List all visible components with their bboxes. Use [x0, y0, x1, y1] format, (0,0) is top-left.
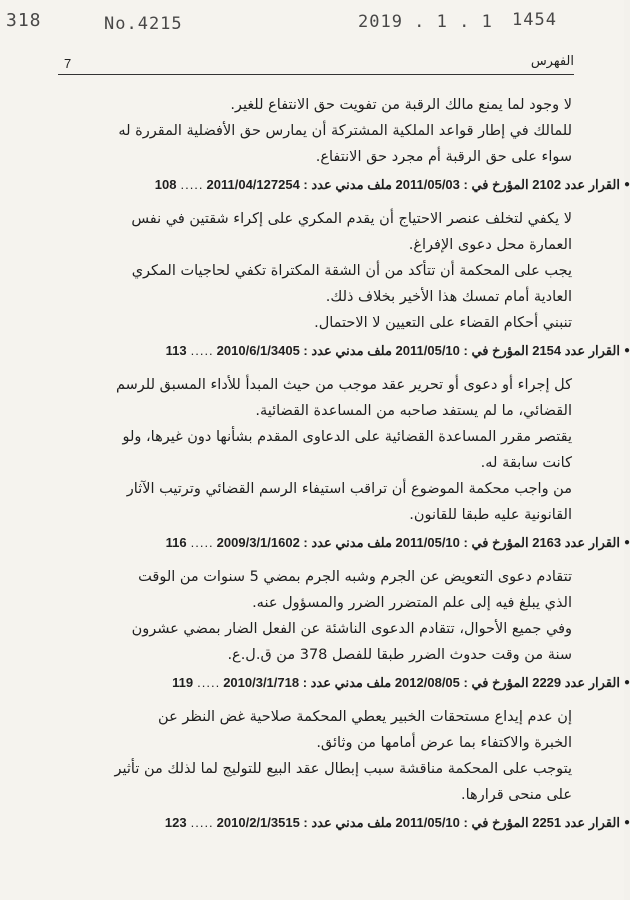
handwritten-reference-number: No.4215: [104, 14, 183, 34]
summary-line: إن عدم إيداع مستحقات الخبير يعطي المحكمة صلاحية غض النظر عن: [158, 709, 572, 725]
decision-text: القرار عدد 2102 المؤرخ في : 2011/05/03 ملف مدني عدد : 2011/04/127254: [206, 177, 620, 192]
summary-line: تتقادم دعوى التعويض عن الجرم وشبه الجرم بمضي 5 سنوات من الوقت: [138, 569, 572, 585]
summary-line: سنة من وقت حدوث الضرر طبقا للفصل 378 من ق.ل.ع.: [227, 647, 572, 663]
summary-line: للمالك في إطار قواعد الملكية المشتركة أن يمارس حق الأفضلية المقررة له: [118, 123, 572, 139]
bullet-icon: ●: [623, 817, 630, 828]
entry-page-number: 119: [172, 675, 194, 690]
index-entry: [92, 704, 630, 834]
leader-dots: .....: [190, 535, 214, 550]
summary-line: يتوجب على المحكمة مناقشة سبب إبطال عقد البيع للتوليج لما لذلك من تأثير: [114, 761, 572, 777]
handwritten-hijri-year: 1454: [512, 10, 557, 30]
bullet-icon: ●: [623, 677, 630, 688]
decision-reference: [92, 672, 630, 694]
summary-line: لا وجود لما يمنع مالك الرقبة من تفويت حق الانتفاع للغير.: [230, 97, 572, 113]
leader-dots: .....: [180, 177, 204, 192]
index-entry: [92, 564, 630, 694]
bullet-icon: ●: [623, 345, 630, 356]
page-title: الفهرس: [530, 54, 574, 69]
index-entry: [92, 92, 630, 196]
handwritten-date: 2019 . 1 . 1: [358, 12, 493, 32]
index-entry: [92, 206, 630, 362]
summary-line: الذي يبلغ فيه إلى علم المتضرر الضرر والمسؤول عنه.: [252, 595, 572, 611]
index-entry: [92, 372, 630, 554]
summary-line: لا يكفي لتخلف عنصر الاحتياج أن يقدم المكري على إكراء شقتين في نفس: [131, 211, 572, 227]
summary-line: يقتصر مقرر المساعدة القضائية على الدعاوى المقدم بشأنها دون غيرها، ولو: [122, 429, 572, 445]
summary-line: سواء على حق الرقبة أم مجرد حق الانتفاع.: [315, 149, 572, 165]
summary-line: وفي جميع الأحوال، تتقادم الدعوى الناشئة عن الفعل الضار بمضي عشرون: [131, 621, 572, 637]
summary-line: كل إجراء أو دعوى أو تحرير عقد موجب من حيث المبدأ للأداء المسبق للرسم: [116, 377, 572, 393]
summary-line: العمارة محل دعوى الإفراغ.: [408, 237, 572, 253]
handwritten-page-note: 318: [6, 10, 42, 31]
summary-line: من واجب محكمة الموضوع أن تراقب استيفاء الرسم القضائي وترتيب الآثار: [126, 481, 572, 497]
entry-page-number: 113: [165, 343, 187, 358]
summary-line: كانت سابقة له.: [480, 455, 572, 471]
entry-page-number: 123: [164, 815, 187, 830]
entry-page-number: 116: [165, 535, 187, 550]
decision-text: القرار عدد 2163 المؤرخ في : 2011/05/10 ملف مدني عدد : 2009/3/1/1602: [216, 535, 620, 550]
summary-line: العادية أمام تمسك هذا الأخير بخلاف ذلك.: [325, 289, 572, 305]
decision-reference: [92, 174, 630, 196]
decision-reference: [92, 812, 630, 834]
summary-line: على منحى قرارها.: [461, 787, 572, 803]
leader-dots: .....: [197, 675, 221, 690]
index-content: [92, 92, 630, 844]
summary-line: الخبرة والاكتفاء بما عرض أمامها من وثائق.: [316, 735, 572, 751]
bullet-icon: ●: [623, 537, 630, 548]
decision-reference: [92, 532, 630, 554]
bullet-icon: ●: [623, 179, 630, 190]
summary-line: يجب على المحكمة أن تتأكد من أن الشقة المكتراة تكفي لحاجيات المكري: [131, 263, 572, 279]
decision-reference: [92, 340, 630, 362]
decision-text: القرار عدد 2251 المؤرخ في : 2011/05/10 ملف مدني عدد : 2010/2/1/3515: [216, 815, 620, 830]
entry-page-number: 108: [154, 177, 177, 192]
page-header: [58, 52, 574, 75]
summary-line: تنبني أحكام القضاء على التعيين لا الاحتمال.: [314, 315, 572, 331]
summary-line: القانونية عليه طبقا للقانون.: [409, 507, 572, 523]
leader-dots: .....: [190, 815, 214, 830]
leader-dots: .....: [190, 343, 214, 358]
decision-text: القرار عدد 2229 المؤرخ في : 2012/08/05 ملف مدني عدد : 2010/3/1/718: [223, 675, 620, 690]
decision-text: القرار عدد 2154 المؤرخ في : 2011/05/10 ملف مدني عدد : 2010/6/1/3405: [216, 343, 620, 358]
page-number: 7: [64, 56, 72, 71]
summary-line: القضائي، ما لم يستفد صاحبه من المساعدة القضائية.: [255, 403, 572, 419]
